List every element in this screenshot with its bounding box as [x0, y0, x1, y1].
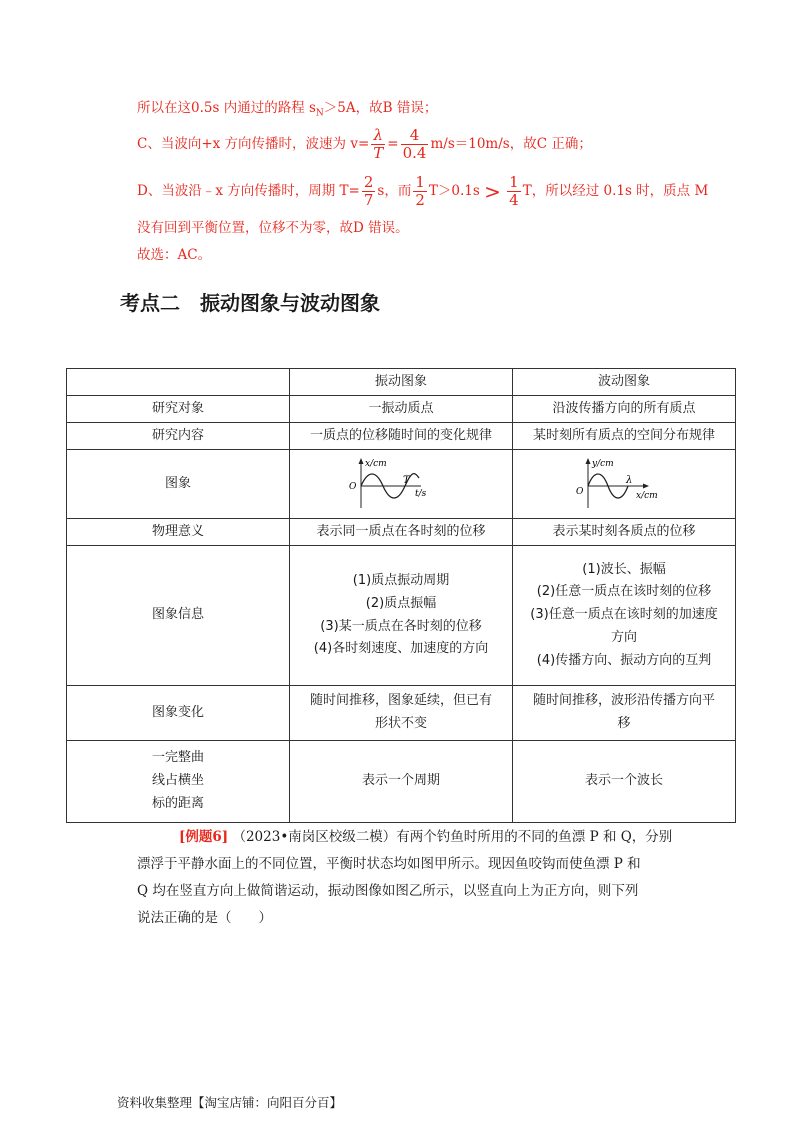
example-line-1: [例题6] （2023•南岗区校级二模）有两个钓鱼时所用的不同的鱼漂 P 和 Q，分别 — [179, 829, 673, 845]
example-line-4: 说法正确的是（ ） — [137, 910, 272, 926]
vib-info-line: (4)各时刻速度、加速度的方向 — [313, 641, 489, 657]
fraction-1-over-2: $\frac{1}{2}$ — [415, 173, 425, 209]
fraction-2-over-7: $\frac{2}{7}$ — [363, 173, 374, 209]
row-label-line: 线占横坐 — [151, 773, 204, 789]
row-label: 图象信息 — [67, 546, 290, 686]
table-row-graphs — [67, 450, 736, 519]
section-title: 考点二 振动图象与波动图象 — [120, 291, 380, 315]
solution-line-5: 故选：AC。 — [137, 247, 212, 263]
vib-info-cell — [290, 546, 513, 686]
wave-info-line: (2)任意一质点在该时刻的位移 — [536, 584, 712, 600]
row-label: 物理意义 — [67, 519, 290, 546]
vib-cell: 表示同一质点在各时刻的位移 — [290, 519, 513, 546]
wave-y-arrow — [586, 458, 591, 464]
wave-cell: 表示某时刻各质点的位移 — [513, 519, 736, 546]
wave-info-line: (1)波长、振幅 — [582, 561, 666, 577]
example-label: [例题6] — [179, 829, 229, 845]
table-row-change — [67, 686, 736, 741]
vibration-graph-cell — [290, 450, 513, 519]
solution-line-2: C、当波向+x 方向传播时，波速为 v= $\frac{\lambda}{T}$ = $\frac{4}{0.4}$ m/s＝10m/s，故C 正确； — [137, 126, 592, 162]
wave-lambda-mark: λ — [626, 475, 633, 486]
row-label: 研究内容 — [67, 423, 290, 450]
vib-info-line: (1)质点振动周期 — [352, 573, 450, 588]
wave-info-cell — [513, 546, 736, 686]
wave-cell: 表示一个波长 — [513, 741, 736, 823]
vib-cell: 一质点的位移随时间的变化规律 — [290, 423, 513, 450]
wave-change-line: 移 — [617, 716, 631, 731]
vib-info-line: (3)某一质点在各时刻的位移 — [320, 618, 482, 634]
table-row — [67, 423, 736, 450]
wave-x-arrow — [643, 484, 649, 489]
example-line-3: Q 均在竖直方向上做简谐运动，振动图像如图乙所示，以竖直向上为正方向，则下列 — [137, 883, 639, 899]
vibration-graph — [341, 456, 461, 512]
table-row-last — [67, 741, 736, 823]
vib-change-cell — [290, 686, 513, 741]
wave-x-label: x/cm — [636, 491, 658, 501]
vib-x-label: t/s — [415, 489, 427, 499]
vib-origin-label: O — [349, 482, 357, 492]
row-label-multiline — [67, 741, 290, 823]
wave-change-line: 随时间推移，波形沿传播方向平 — [532, 693, 715, 709]
vib-y-arrow — [359, 458, 364, 464]
wave-graph — [564, 456, 684, 512]
table-row-info — [67, 546, 736, 686]
solution-line-3: D、当波沿﹣x 方向传播时，周期 T= $\frac{2}{7}$ s，而 $\frac{1}{2}$ T＞0.1s > $\frac{1}{4}$ T，所以经过 0.1s 时，质点 M — [137, 173, 709, 209]
row-label: 图象变化 — [67, 686, 290, 741]
fraction-4-over-04: $\frac{4}{0.4}$ — [402, 126, 427, 162]
vib-change-line: 随时间推移，图象延续，但已有 — [309, 693, 492, 709]
wave-origin-label: O — [576, 487, 584, 497]
footer-text: 资料收集整理【淘宝店铺：向阳百分百】 — [117, 1095, 343, 1110]
wave-info-line: (3)任意一质点在该时刻的加速度 — [530, 607, 718, 623]
vib-cell: 表示一个周期 — [290, 741, 513, 823]
wave-cell: 沿波传播方向的所有质点 — [513, 396, 736, 423]
table-header-cell: 波动图象 — [513, 369, 736, 396]
wave-info-line: (4)传播方向、振动方向的互判 — [536, 652, 712, 668]
solution-line-1: 所以在这0.5s 内通过的路程 $s_N>5A$，故B 错误； — [137, 100, 438, 119]
comparison-table — [66, 368, 736, 823]
table-row — [67, 396, 736, 423]
wave-info-line: 方向 — [610, 629, 637, 645]
row-label: 图象 — [67, 450, 290, 519]
vib-cell: 一振动质点 — [290, 396, 513, 423]
wave-y-label: y/cm — [592, 459, 614, 469]
wave-change-cell — [513, 686, 736, 741]
example-line-2: 漂浮于平静水面上的不同位置，平衡时状态均如图甲所示。现因鱼咬钩而使鱼漂 P 和 — [137, 856, 641, 872]
table-header-row — [67, 369, 736, 396]
row-label: 研究对象 — [67, 396, 290, 423]
vib-info-line: (2)质点振幅 — [365, 595, 437, 611]
table-header-cell — [67, 369, 290, 396]
table-row — [67, 519, 736, 546]
row-label-line: 标的距离 — [151, 795, 204, 811]
vib-period-mark: T — [403, 475, 410, 486]
row-label-line: 一完整曲 — [151, 750, 204, 766]
vib-y-label: x/cm — [365, 459, 387, 469]
vib-change-line: 形状不变 — [374, 716, 427, 731]
wave-graph-cell — [513, 450, 736, 519]
fraction-lambda-over-T: $\frac{\lambda}{T}$ — [373, 126, 384, 162]
table-header-cell: 振动图象 — [290, 369, 513, 396]
wave-cell: 某时刻所有质点的空间分布规律 — [513, 423, 736, 450]
solution-line-4: 没有回到平衡位置，位移不为零，故D 错误。 — [137, 220, 409, 236]
fraction-1-over-4: $\frac{1}{4}$ — [509, 173, 519, 209]
